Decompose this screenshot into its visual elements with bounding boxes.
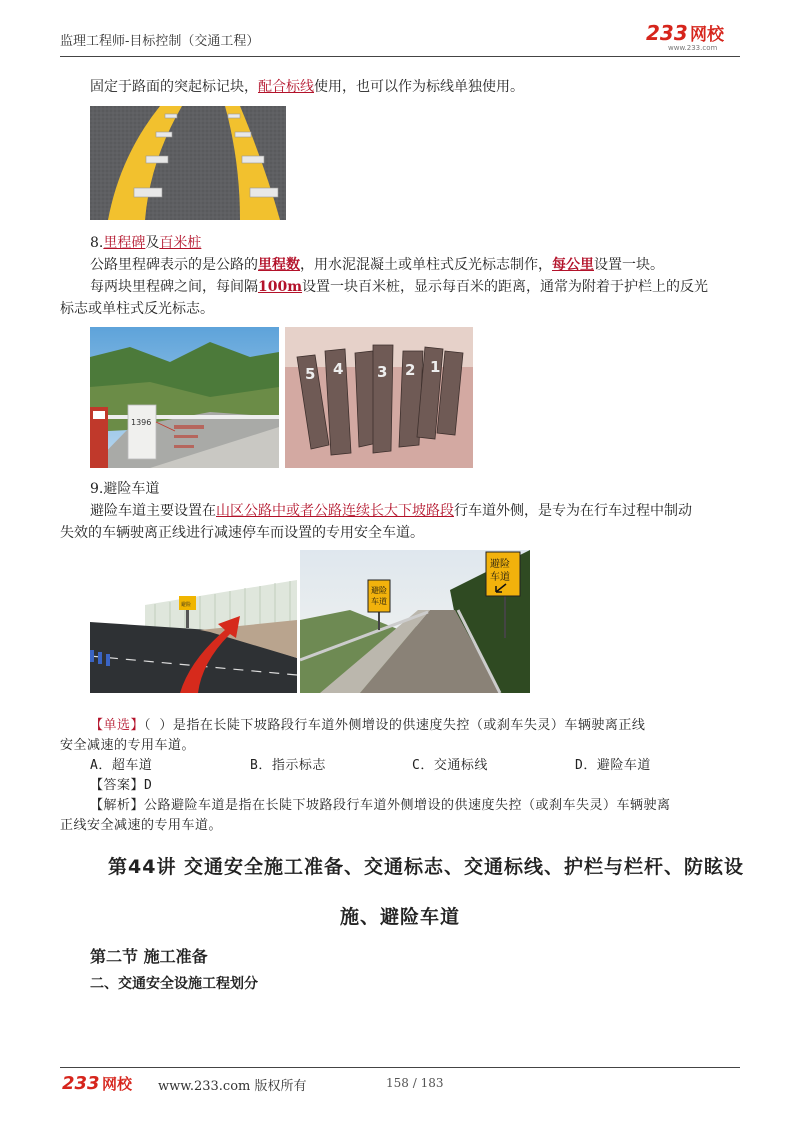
svg-text:www.233.com: www.233.com (668, 44, 718, 52)
option-d: D．避险车道 (575, 758, 651, 773)
footer-site: www.233.com 版权所有 (158, 1079, 307, 1094)
svg-text:233: 233 (646, 21, 688, 45)
question-stem: 【单选】（ ）是指在长陡下坡路段行车道外侧增设的供速度失控（或刹车失灵）车辆驶离正线 (90, 718, 646, 733)
svg-text:233: 233 (62, 1073, 100, 1094)
answer: 【答案】D (90, 778, 153, 793)
svg-text:网校: 网校 (102, 1075, 133, 1093)
raised-markers-photo (90, 106, 286, 220)
svg-text:1396: 1396 (131, 418, 152, 427)
svg-text:1: 1 (430, 358, 441, 376)
section-subtitle: 二、交通安全设施工程划分 (90, 976, 258, 992)
paragraph-hundred-meter: 每两块里程碑之间，每间隔100m设置一块百米桩，显示每百米的距离，通常为附着于护栏上的反光 (90, 279, 709, 295)
svg-text:车道: 车道 (371, 597, 387, 606)
paragraph-hundred-meter-cont: 标志或单柱式反光标志。 (60, 301, 214, 317)
section-9-title: 9.避险车道 (90, 481, 160, 497)
hundred-meter-posts-photo (285, 327, 473, 468)
milestone-road-photo (90, 327, 279, 468)
svg-text:4: 4 (333, 360, 344, 378)
paragraph-milestone: 公路里程碑表示的是公路的里程数，用水泥混凝土或单柱式反光标志制作，每公里设置一块。 (90, 257, 664, 273)
svg-text:2: 2 (405, 361, 416, 379)
svg-text:车道: 车道 (490, 572, 510, 583)
svg-text:避险: 避险 (371, 586, 387, 595)
svg-text:避险: 避险 (181, 602, 192, 608)
svg-text:3: 3 (377, 363, 388, 381)
svg-text:网校: 网校 (690, 25, 724, 45)
paragraph-escape-lane: 避险车道主要设置在山区公路中或者公路连续长大下坡路段行车道外侧，是专为在行车过程中制动 (90, 503, 692, 519)
section-title: 第二节 施工准备 (90, 947, 208, 966)
paragraph-escape-lane-cont: 失效的车辆驶离正线进行减速停车而设置的专用安全车道。 (60, 525, 424, 541)
escape-lane-illustration (90, 550, 297, 693)
keyword-hundred-meter-stake: 百米桩 (159, 235, 202, 251)
svg-text:避险: 避险 (490, 559, 510, 570)
paragraph-raised-markers: 固定于路面的突起标记块，配合标线使用，也可以作为标线单独使用。 (90, 79, 524, 95)
page-number: 158 / 183 (386, 1076, 444, 1090)
question-stem-cont: 安全减速的专用车道。 (60, 738, 196, 753)
footer-logo (60, 1070, 150, 1094)
footer-divider (60, 1067, 740, 1068)
svg-text:5: 5 (305, 365, 316, 383)
analysis: 【解析】公路避险车道是指在长陡下坡路段行车道外侧增设的供速度失控（或刹车失灵）车辆驶离 (90, 798, 671, 813)
option-b: B．指示标志 (250, 758, 326, 773)
lecture-title: 第44讲 交通安全施工准备、交通标志、交通标线、护栏与栏杆、防眩设 (108, 856, 745, 878)
option-c: C．交通标线 (412, 758, 488, 773)
header-divider (60, 56, 740, 57)
option-a: A．超车道 (90, 758, 153, 773)
question-tag: 【单选】 (90, 718, 145, 733)
escape-lane-photo (300, 550, 530, 693)
section-8-title: 8.里程碑及百米桩 (90, 235, 202, 251)
keyword-with-marking: 配合标线 (258, 79, 314, 95)
lecture-title-cont: 施、避险车道 (340, 906, 461, 928)
brand-logo (640, 20, 740, 52)
keyword-milestone: 里程碑 (103, 235, 146, 251)
header-title: 监理工程师-目标控制（交通工程） (60, 34, 260, 49)
analysis-cont: 正线安全减速的专用车道。 (60, 818, 223, 833)
